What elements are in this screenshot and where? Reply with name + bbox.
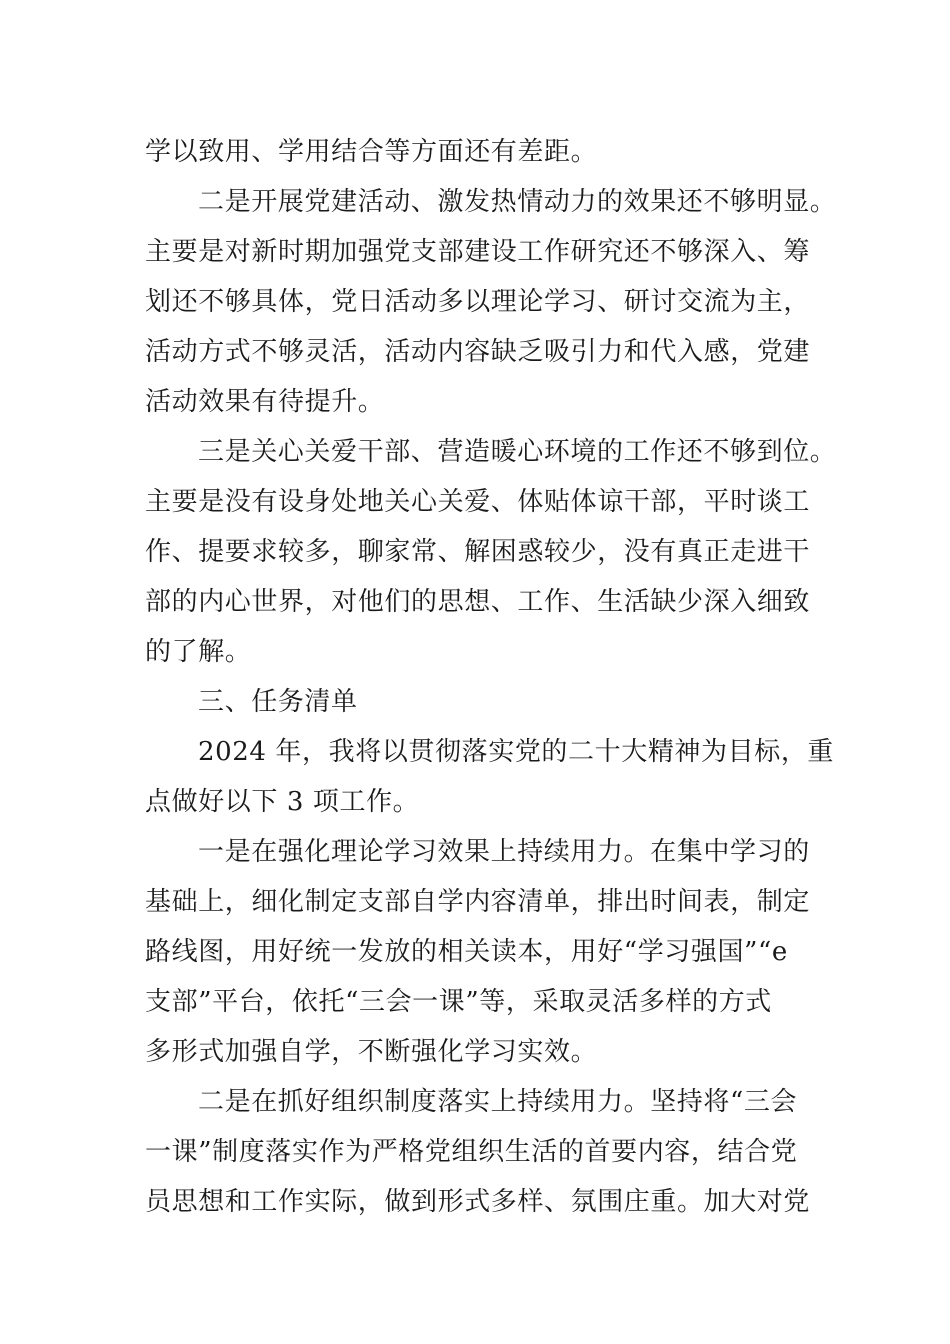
paragraph-line: 一是在强化理论学习效果上持续用力。在集中学习的 bbox=[198, 837, 810, 867]
paragraph-line: 三是关心关爱干部、营造暖心环境的工作还不够到位。 bbox=[198, 437, 837, 467]
paragraph-line: 点做好以下 3 项工作。 bbox=[145, 787, 420, 817]
paragraph-line: 二是在抓好组织制度落实上持续用力。坚持将“三会 bbox=[198, 1087, 798, 1117]
paragraph-line: 路线图，用好统一发放的相关读本，用好“学习强国”“e bbox=[145, 937, 788, 967]
paragraph-line: 基础上，细化制定支部自学内容清单，排出时间表，制定 bbox=[145, 887, 811, 917]
section-heading: 三、任务清单 bbox=[198, 687, 358, 717]
paragraph-line: 2024 年，我将以贯彻落实党的二十大精神为目标，重 bbox=[198, 737, 835, 767]
paragraph-line: 多形式加强自学，不断强化学习实效。 bbox=[145, 1037, 598, 1067]
paragraph-line: 学以致用、学用结合等方面还有差距。 bbox=[145, 137, 598, 167]
paragraph-line: 作、提要求较多，聊家常、解困惑较少，没有真正走进干 bbox=[145, 537, 811, 567]
paragraph-line: 一课”制度落实作为严格党组织生活的首要内容，结合党 bbox=[145, 1137, 798, 1167]
paragraph-line: 活动方式不够灵活，活动内容缺乏吸引力和代入感，党建 bbox=[145, 337, 811, 367]
paragraph-line: 部的内心世界，对他们的思想、工作、生活缺少深入细致 bbox=[145, 587, 811, 617]
paragraph-line: 员思想和工作实际，做到形式多样、氛围庄重。加大对党 bbox=[145, 1187, 811, 1217]
paragraph-line: 活动效果有待提升。 bbox=[145, 387, 385, 417]
paragraph-line: 支部”平台，依托“三会一课”等，采取灵活多样的方式 bbox=[145, 987, 772, 1017]
paragraph-line: 划还不够具体，党日活动多以理论学习、研讨交流为主， bbox=[145, 287, 811, 317]
paragraph-line: 的了解。 bbox=[145, 637, 252, 667]
paragraph-line: 二是开展党建活动、激发热情动力的效果还不够明显。 bbox=[198, 187, 837, 217]
paragraph-line: 主要是没有设身处地关心关爱、体贴体谅干部，平时谈工 bbox=[145, 487, 811, 517]
paragraph-line: 主要是对新时期加强党支部建设工作研究还不够深入、筹 bbox=[145, 237, 811, 267]
